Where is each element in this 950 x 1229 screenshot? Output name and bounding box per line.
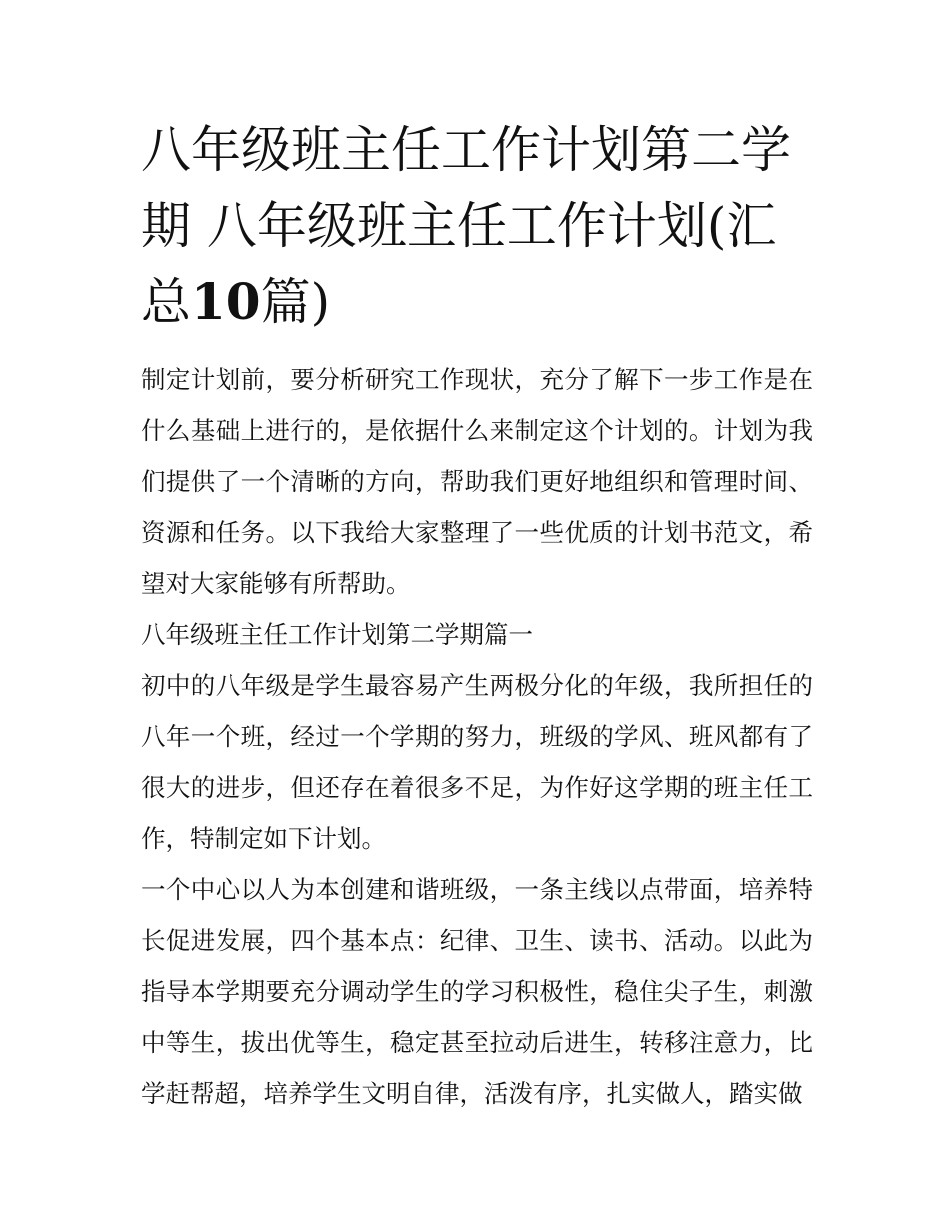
document-body — [141, 354, 813, 1119]
section-heading: 八年级班主任工作计划第二学期篇一 — [141, 620, 533, 649]
title-text-part1: 八年级班主任工作计划第二学期 八年级班主任工作计划(汇总 — [141, 121, 791, 331]
intro-paragraph: 制定计划前，要分析研究工作现状，充分了解下一步工作是在什么基础上进行的，是依据什么来制定这个计划的。计划为我们提供了一个清晰的方向，帮助我们更好地组织和管理时间、资源和任务。以下我给大家整理了一些优质的计划书范文，希望对大家能够有所帮助。 — [141, 365, 813, 598]
document-title — [141, 112, 813, 340]
title-text-part2: 篇) — [260, 273, 331, 331]
body-paragraph: 初中的八年级是学生最容易产生两极分化的年级，我所担任的八年一个班，经过一个学期的努力，班级的学风、班风都有了很大的进步，但还存在着很多不足，为作好这学期的班主任工作，特制定如下计划。 — [141, 671, 813, 853]
document-page — [141, 112, 813, 1119]
body-paragraph: 一个中心以人为本创建和谐班级，一条主线以点带面，培养特长促进发展，四个基本点：纪律、卫生、读书、活动。以此为指导本学期要充分调动学生的学习积极性，稳住尖子生，刺激中等生，拔出优等生，稳定甚至拉动后进生，转移注意力，比学赶帮超，培养学生文明自律，活泼有序，扎实做人，踏实做 — [141, 875, 813, 1108]
title-number: 10 — [191, 272, 261, 331]
